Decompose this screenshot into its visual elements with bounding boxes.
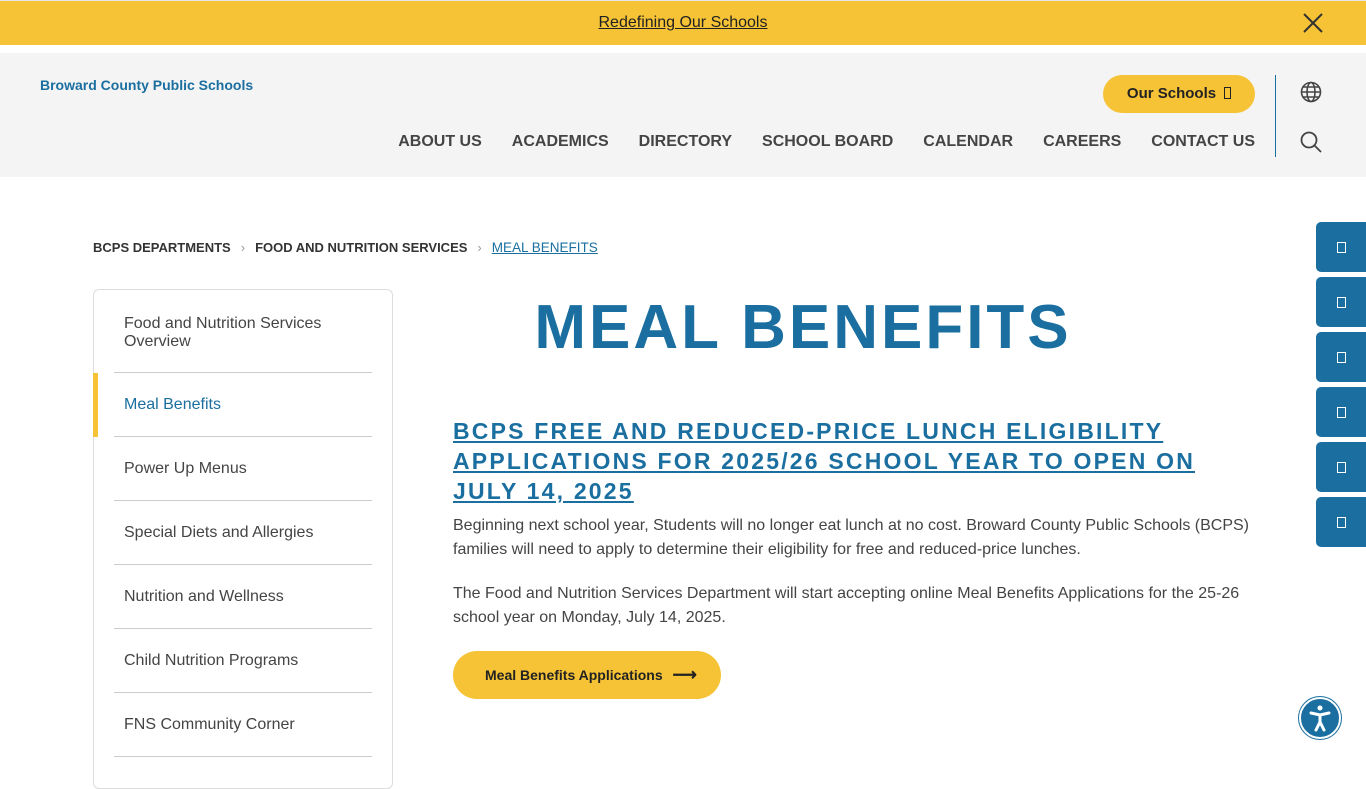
site-header	[0, 53, 1366, 177]
arrow-right-icon: ⟶	[672, 665, 697, 684]
nav-directory[interactable]: DIRECTORY	[638, 133, 733, 150]
breadcrumb	[93, 240, 598, 255]
breadcrumb-item[interactable]: BCPS DEPARTMENTS	[93, 240, 231, 255]
announcement-banner	[0, 0, 1366, 45]
nav-academics[interactable]: ACADEMICS	[511, 133, 609, 150]
search-icon[interactable]	[1300, 131, 1322, 153]
accessibility-button[interactable]	[1299, 697, 1341, 739]
quick-link-button[interactable]	[1316, 277, 1366, 327]
quick-link-icon	[1337, 462, 1346, 473]
breadcrumb-item[interactable]: FOOD AND NUTRITION SERVICES	[255, 240, 468, 255]
accessibility-icon	[1301, 699, 1339, 737]
nav-careers[interactable]: CAREERS	[1043, 133, 1122, 150]
quick-link-icon	[1337, 517, 1346, 528]
sidebar-item[interactable]: Special Diets and Allergies	[114, 501, 372, 565]
quick-link-icon	[1337, 297, 1346, 308]
chevron-right-icon: ›	[240, 240, 246, 255]
paragraph: Beginning next school year, Students will no longer eat lunch at no cost. Broward County Public Schools (BCPS) families will need to apply to determine their eligibility for free and reduced-price lunches.	[453, 517, 1249, 558]
nav-about-us[interactable]: ABOUT US	[398, 133, 482, 150]
quick-link-button[interactable]	[1316, 332, 1366, 382]
quick-link-icon	[1337, 407, 1346, 418]
sidebar-item[interactable]: Child Nutrition Programs	[114, 629, 372, 693]
sidebar-item[interactable]: Power Up Menus	[114, 437, 372, 501]
sidebar-nav	[93, 289, 393, 789]
our-schools-button[interactable]: Our Schools	[1103, 75, 1255, 113]
close-icon[interactable]	[1302, 12, 1324, 34]
meal-benefits-applications-button[interactable]: Meal Benefits Applications ⟶	[453, 651, 721, 699]
page-title: MEAL BENEFITS	[534, 293, 1072, 362]
banner-link[interactable]: Redefining Our Schools	[598, 14, 768, 31]
quick-link-button[interactable]	[1316, 497, 1366, 547]
quick-link-button[interactable]	[1316, 387, 1366, 437]
quick-link-icon	[1337, 242, 1346, 253]
quick-link-icon	[1337, 352, 1346, 363]
sidebar-item-active[interactable]: Meal Benefits	[114, 373, 372, 437]
nav-calendar[interactable]: CALENDAR	[923, 133, 1014, 150]
chevron-icon	[1224, 87, 1231, 99]
sidebar-item[interactable]: Nutrition and Wellness	[114, 565, 372, 629]
main-nav	[398, 133, 1255, 151]
quick-link-button[interactable]	[1316, 442, 1366, 492]
globe-icon[interactable]	[1300, 81, 1322, 103]
article-headline-link[interactable]: BCPS FREE AND REDUCED-PRICE LUNCH ELIGIBILITY APPLICATIONS FOR 2025/26 SCHOOL YEAR TO OPEN ON JULY 14, 2025	[453, 418, 1196, 504]
divider	[1275, 75, 1276, 157]
logo[interactable]: Broward County Public Schools	[40, 77, 254, 93]
nav-school-board[interactable]: SCHOOL BOARD	[762, 133, 894, 150]
sidebar-item[interactable]: Food and Nutrition Services Overview	[114, 290, 372, 373]
breadcrumb-current[interactable]: MEAL BENEFITS	[491, 240, 598, 255]
chevron-right-icon: ›	[477, 240, 482, 255]
sidebar-item[interactable]: FNS Community Corner	[114, 693, 372, 757]
paragraph: The Food and Nutrition Services Department will start accepting online Meal Benefits Applications for the 25-26 school year on Monday, July 14, 2025.	[453, 585, 1240, 626]
quick-link-button[interactable]	[1316, 222, 1366, 272]
nav-contact-us[interactable]: CONTACT US	[1151, 133, 1255, 150]
